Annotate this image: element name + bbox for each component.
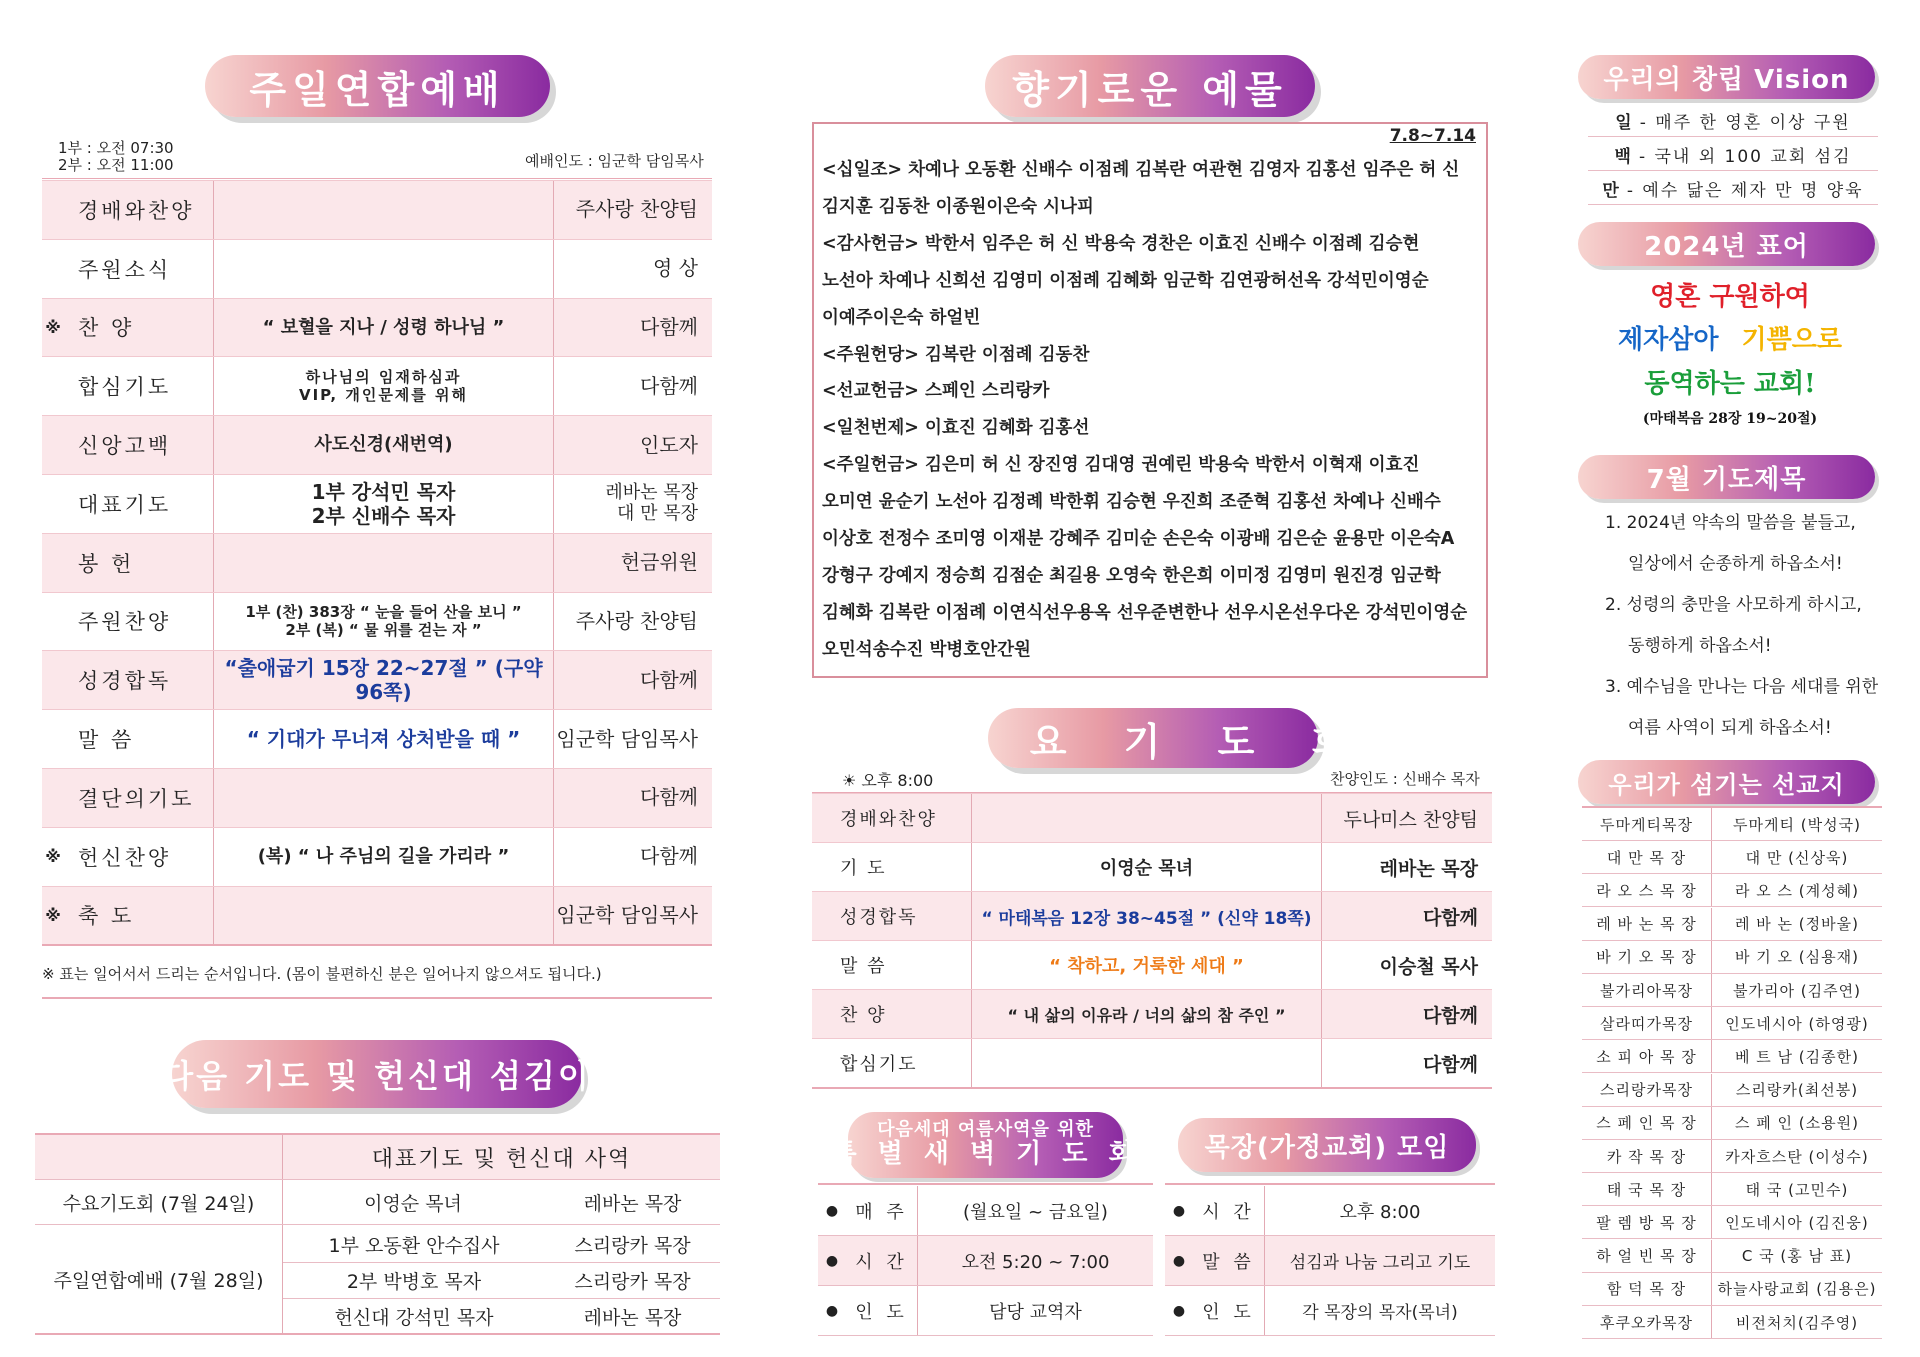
order-item-leader [554,593,712,651]
order-leader-line: 임군학 담임목사 [556,902,698,927]
offering-line: <감사헌금> 박한서 임주은 허 신 박용숙 경찬은 이효진 신배수 이점례 김승현 [822,233,1420,254]
order-item-leader [554,769,712,827]
offering-line: 김혜화 김복란 이점례 이연식선우용옥 선우준변한나 선우시온선우다온 강석민이영순 [822,602,1468,623]
prayer-line1: 1. 2024년 약속의 말씀을 붙들고, [1605,513,1856,533]
wed-item-name: 합심기도 [812,1039,972,1087]
offering-line: 이예주이은숙 하얼빈 [822,307,981,328]
dawn-row [818,1236,1153,1286]
motto-title: 2024년 표어 [1578,222,1875,266]
standing-mark: ※ [45,317,61,337]
motto-line1: 영혼 구원하여 [1650,282,1810,312]
dawn-value: 오전 5:20 ~ 7:00 [961,1251,1110,1273]
vision-text: - 매주 한 영혼 이상 구원 [1639,112,1851,133]
order-leader-line: 임군학 담임목사 [556,726,698,751]
mission-row [1582,874,1882,907]
motto-line2a: 제자삼아 [1618,325,1719,355]
order-row [42,298,712,357]
order-content-line: 1부 강석민 목자 [311,479,456,504]
standing-mark [42,416,64,474]
dawn-title-bottom: 특 별 새 벽 기 도 회 [831,1139,1140,1170]
standing-mark [42,710,64,768]
mission-row [1582,974,1882,1007]
order-row [42,827,712,886]
wed-item-content: “ 착하고, 거룩한 세대 ” [972,941,1322,989]
order-row [42,592,712,651]
mission-place: 인도네시아 (김진웅) [1725,1213,1869,1232]
cell-label: 말 씀 [1193,1236,1265,1285]
standing-mark [42,769,64,827]
order-content-line: (복) “ 나 주님의 길을 가리라 ” [257,845,510,867]
next-wed-label: 수요기도회 (7월 24일) [62,1192,255,1215]
mission-place: 카자흐스탄 (이성수) [1725,1147,1869,1166]
sunday-footnote: ※ 표는 일어서서 드리는 순서입니다. (몸이 불편하신 분은 일어나지 않으셔도 됩니다.) [42,965,602,983]
mission-team: 카 작 목 장 [1582,1140,1712,1172]
mission-team: 팔 렘 방 목 장 [1582,1206,1712,1238]
offering-line: 김지훈 김동찬 이종원이은숙 시나피 [822,196,1094,217]
standing-mark [42,240,64,298]
cell-title: 목장(가정교회) 모임 [1178,1118,1476,1172]
order-row [42,239,712,298]
order-leader-line: 헌금위원 [620,550,698,575]
mission-place: 두마게티 (박성국) [1733,815,1861,834]
wed-item-leader: 다함께 [1422,1053,1478,1076]
bullet-icon: ● [825,1202,839,1219]
cell-value: 각 목장의 목자(목녀) [1302,1303,1458,1323]
order-item-leader [554,475,712,533]
order-item-name: 성경합독 [64,651,214,709]
cell-value: 오후 8:00 [1339,1201,1421,1223]
next-wed-person: 이영순 목녀 [364,1192,462,1215]
mission-row [1582,1040,1882,1073]
order-content-line: “ 기대가 무너져 상처받을 때 ” [246,727,521,752]
wed-row [812,1038,1492,1087]
mission-place: 바 기 오 (심용재) [1735,948,1859,967]
dawn-value: 담당 교역자 [989,1301,1082,1323]
next-servers-header: 대표기도 및 헌신대 사역 [371,1146,632,1172]
mission-row [1582,1240,1882,1273]
order-item-content [214,769,554,827]
mission-place: 레 바 논 (정바울) [1735,915,1859,934]
order-item-leader [554,299,712,357]
order-item-name: 결단의기도 [64,769,214,827]
wed-item-leader: 두나미스 찬양팀 [1343,808,1478,831]
wed-item-content: “ 내 삶의 이유라 / 너의 삶의 참 주인 ” [972,990,1322,1038]
mission-place: 불가리아 (김주연) [1733,981,1861,1000]
wed-item-leader: 다함께 [1422,906,1478,929]
offering-line: 이상호 전정수 조미영 이재분 강혜주 김미순 손은숙 이광배 김은순 윤용만 이은숙A [822,529,1455,550]
order-item-name: 헌신찬양 [64,828,214,886]
order-row [42,709,712,768]
worship-leader: 예배인도 : 임군학 담임목사 [525,152,704,170]
dawn-row [818,1186,1153,1236]
order-item-leader [554,710,712,768]
order-row [42,650,712,709]
next-sun-person: 헌신대 강석민 목자 [334,1306,494,1329]
mission-place: 하늘사랑교회 (김용은) [1717,1280,1877,1299]
order-item-leader [554,887,712,945]
mission-row [1582,1074,1882,1107]
dawn-row [818,1286,1153,1336]
order-row [42,415,712,474]
cell-row [1165,1236,1495,1286]
mission-row [1582,1140,1882,1173]
mission-team: 라 오 스 목 장 [1582,874,1712,906]
mission-row [1582,1173,1882,1206]
order-item-name: 주원찬양 [64,593,214,651]
offering-line: 오민석송수진 박병호안간원 [822,639,1031,660]
order-content-line: “ 보혈을 지나 / 성령 하나님 ” [262,316,505,338]
offering-line: 오미연 윤순기 노선아 김정례 박한휘 김승현 우진희 조준혁 김홍선 차예나 신배수 [822,492,1441,513]
wednesday-time: ☀ 오후 8:00 [842,771,934,790]
order-item-name: 봉 헌 [64,534,214,592]
mission-place: 대 만 (신상욱) [1745,848,1849,867]
offering-line: <일천번제> 이효진 김혜화 김홍선 [822,418,1090,439]
wed-row [812,793,1492,842]
order-item-content [214,887,554,945]
wed-item-content: 이영순 목녀 [972,843,1322,891]
order-leader-line: 주사랑 찬양팀 [575,197,698,222]
order-item-name: 말 씀 [64,710,214,768]
mission-row [1582,1306,1882,1339]
order-leader-line: 다함께 [640,314,698,339]
standing-mark [42,475,64,533]
order-item-name: 합심기도 [64,357,214,415]
order-content-line: 사도신경(새번역) [314,434,453,456]
missions-title: 우리가 섬기는 선교지 [1578,760,1875,804]
motto-line3: 동역하는 교회! [1644,369,1816,399]
order-leader-line: 영 상 [653,256,698,281]
order-row [42,356,712,415]
bullet-icon: ● [825,1302,839,1319]
vision-title: 우리의 창립 Vision [1578,55,1875,99]
offering-line: <십일조> 차예나 오동환 신배수 이점례 김복란 여관현 김영자 김홍선 임주은 허 신 [822,160,1460,180]
mission-place: 태 국 (고민수) [1745,1180,1849,1199]
wed-item-content [972,794,1322,842]
mission-team: 레 바 논 목 장 [1582,908,1712,940]
bullet-icon: ● [825,1252,839,1269]
mission-team: 스리랑카목장 [1582,1074,1712,1106]
order-item-name: 찬 양 [64,299,214,357]
next-servers-title: 다음 기도 및 헌신대 섬김이 [172,1040,582,1108]
standing-mark [42,534,64,592]
prayer-line2: 동행하게 하옵소서! [1628,636,1772,656]
standing-mark: ※ [45,905,61,925]
mission-team: 살라띠가목장 [1582,1007,1712,1039]
time-second: 2부 : 오전 11:00 [58,156,174,175]
order-row [42,886,712,945]
offering-title: 향기로운 예물 [985,55,1315,117]
order-item-name: 신앙고백 [64,416,214,474]
wednesday-leader-note: 찬양인도 : 신배수 목자 [1330,770,1480,788]
order-item-name: 경배와찬양 [64,181,214,239]
mission-place: 비전처치(김주영) [1735,1313,1859,1332]
mission-place: 스 페 인 (소용원) [1735,1114,1859,1133]
order-leader-line: 대 만 목장 [617,502,698,524]
order-leader-line: 주사랑 찬양팀 [575,608,698,633]
vision-key: 일 [1615,112,1634,133]
wed-item-name: 기 도 [812,843,972,891]
bullet-icon: ● [1172,1202,1186,1219]
order-leader-line: 다함께 [640,373,698,398]
mission-row [1582,841,1882,874]
order-item-leader [554,416,712,474]
order-item-content [214,181,554,239]
mission-team: 소 피 아 목 장 [1582,1040,1712,1072]
bullet-icon: ● [1172,1252,1186,1269]
mission-team: 하 얼 빈 목 장 [1582,1240,1712,1272]
offering-line: <주원헌당> 김복란 이점례 김동찬 [822,344,1090,365]
wed-row [812,940,1492,989]
mission-team: 대 만 목 장 [1582,841,1712,873]
standing-mark: ※ [45,847,61,867]
vision-item [1588,172,1878,205]
order-item-content [214,651,554,709]
mission-row [1582,1273,1882,1306]
mission-row [1582,1206,1882,1239]
wed-item-leader: 다함께 [1422,1004,1478,1027]
vision-item [1588,138,1878,171]
order-item-content [214,710,554,768]
order-content-line: “출애굽기 15장 22~27절 ” (구약 96쪽) [224,656,543,705]
prayer-line2: 여름 사역이 되게 하옵소서! [1628,718,1832,738]
dawn-value: (월요일 ~ 금요일) [963,1201,1108,1223]
order-content-line: 2부 (복) “ 물 위를 걷는 자 ” [285,621,482,640]
order-item-content [214,475,554,533]
order-row [42,533,712,592]
order-item-name: 축 도 [64,887,214,945]
order-leader-line: 다함께 [640,667,698,692]
dawn-title [831,1112,1140,1178]
bullet-icon: ● [1172,1302,1186,1319]
next-sun-label: 주일연합예배 (7월 28일) [53,1269,264,1292]
cell-value: 섬김과 나눔 그리고 기도 [1289,1253,1471,1273]
order-item-name: 대표기도 [64,475,214,533]
order-content-line: 하나님의 임재하심과 [305,368,462,387]
mission-place: C 국 (홍 남 표) [1741,1247,1853,1266]
order-leader-line: 인도자 [640,432,698,457]
prayer-line1: 2. 성령의 충만을 사모하게 하시고, [1605,595,1862,615]
offering-box [812,122,1488,678]
cell-label: 시 간 [1193,1186,1265,1235]
cell-row [1165,1186,1495,1236]
next-sun-group: 스리랑카 목장 [574,1270,691,1293]
wed-item-name: 경배와찬양 [812,794,972,842]
wed-item-name: 성경합독 [812,892,972,940]
offering-line: 강형구 강예지 정승희 김점순 최길용 오영숙 한은희 이미정 김영미 원진경 임군학 [822,565,1441,586]
order-item-content [214,534,554,592]
motto-block [1580,276,1880,432]
wed-item-name: 말 씀 [812,941,972,989]
prayer-line1: 3. 예수님을 만나는 다음 세대를 위한 [1605,677,1879,697]
wed-item-leader: 이승철 목사 [1379,955,1478,978]
mission-team: 스 페 인 목 장 [1582,1107,1712,1139]
order-item-leader [554,181,712,239]
mission-row [1582,908,1882,941]
standing-mark [42,651,64,709]
wed-row [812,891,1492,940]
order-item-leader [554,357,712,415]
offering-line: 노선아 차예나 신희선 김영미 이점례 김혜화 임군학 김연광허선옥 강석민이영순 [822,270,1429,291]
offering-line: <선교헌금> 스페인 스리랑카 [822,381,1050,402]
dawn-label: 매 주 [846,1186,918,1235]
dawn-title-top: 다음세대 여름사역을 위한 [877,1118,1094,1140]
order-item-leader [554,828,712,886]
wed-item-name: 찬 양 [812,990,972,1038]
next-sun-group: 레바논 목장 [583,1306,682,1329]
order-item-content [214,416,554,474]
order-content-line: 1부 (찬) 383장 “ 눈을 들어 산을 보니 ” [245,603,522,622]
cell-row [1165,1286,1495,1336]
dawn-label: 시 간 [846,1236,918,1285]
cell-label: 인 도 [1193,1286,1265,1335]
wed-item-content [972,1039,1322,1087]
motto-line2b: 기쁨으로 [1741,325,1842,355]
mission-place: 라 오 스 (계성혜) [1735,881,1859,900]
dawn-label: 인 도 [846,1286,918,1335]
prayer-line2: 일상에서 순종하게 하옵소서! [1628,554,1843,574]
vision-key: 백 [1614,146,1633,167]
vision-key: 만 [1602,180,1621,201]
order-item-content [214,828,554,886]
order-row [42,180,712,239]
mission-place: 베 트 남 (김종한) [1735,1047,1859,1066]
mission-row [1582,1007,1882,1040]
next-sun-person: 1부 오동환 안수집사 [328,1234,500,1257]
sunday-title: 주일연합예배 [205,55,550,117]
order-item-leader [554,651,712,709]
mission-team: 불가리아목장 [1582,974,1712,1006]
next-sun-person: 2부 박병호 목자 [346,1270,482,1293]
offering-date: 7.8~7.14 [1389,126,1476,146]
motto-ref: (마태복음 28장 19~20절) [1642,411,1818,427]
order-row [42,474,712,533]
mission-team: 두마게티목장 [1582,808,1712,840]
mission-team: 바 기 오 목 장 [1582,941,1712,973]
wed-item-leader: 레바논 목장 [1379,857,1478,880]
mission-row [1582,941,1882,974]
time-first: 1부 : 오전 07:30 [58,139,174,157]
mission-place: 스리랑카(최선봉) [1735,1081,1859,1100]
order-item-content [214,299,554,357]
order-row [42,768,712,827]
standing-mark [42,181,64,239]
vision-item [1588,104,1878,137]
wed-row [812,989,1492,1038]
order-leader-line: 다함께 [640,785,698,810]
mission-team: 태 국 목 장 [1582,1173,1712,1205]
vision-text: - 예수 닮은 제자 만 명 양육 [1626,180,1864,201]
next-sun-group: 스리랑카 목장 [574,1234,691,1257]
wed-row [812,842,1492,891]
wednesday-title: 수 요 기 도 회 [988,708,1318,768]
mission-row [1582,808,1882,841]
standing-mark [42,593,64,651]
order-leader-line: 다함께 [640,844,698,869]
order-item-leader [554,534,712,592]
mission-row [1582,1107,1882,1140]
order-item-leader [554,240,712,298]
mission-team: 후쿠오카목장 [1582,1306,1712,1338]
standing-mark [42,357,64,415]
prayer-title: 7월 기도제목 [1578,455,1875,499]
order-content-line: VIP, 개인문제를 위해 [298,386,468,405]
order-item-name: 주원소식 [64,240,214,298]
next-wed-group: 레바논 목장 [583,1192,682,1215]
sunday-times [58,140,174,175]
offering-line: <주일헌금> 김은미 허 신 장진영 김대영 권예린 박용숙 박한서 이혁재 이효진 [822,455,1420,476]
order-item-content [214,357,554,415]
order-content-line: 2부 신배수 목자 [311,503,456,528]
mission-team: 함 덕 목 장 [1582,1273,1712,1305]
mission-place: 인도네시아 (하영광) [1725,1014,1869,1033]
order-item-content [214,593,554,651]
vision-text: - 국내 외 100 교회 섬김 [1638,146,1852,167]
wed-item-content: “ 마태복음 12장 38~45절 ” (신약 18쪽) [972,892,1322,940]
order-leader-line: 레바논 목장 [605,482,698,504]
order-item-content [214,240,554,298]
